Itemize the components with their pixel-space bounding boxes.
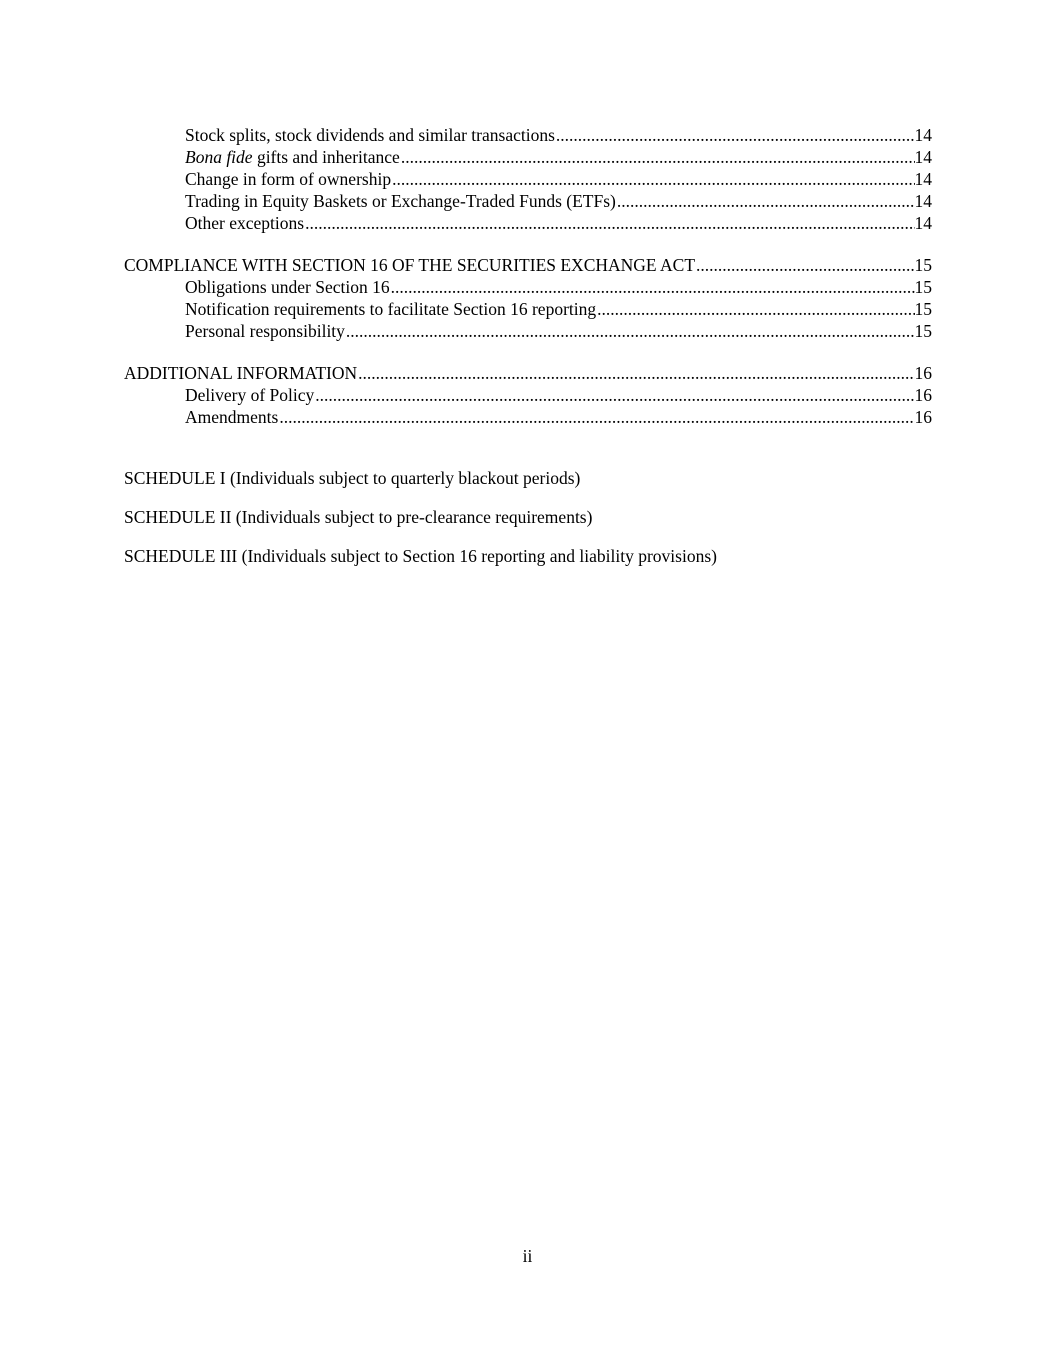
toc-entry-label: Delivery of Policy: [185, 385, 315, 405]
toc-entry-page: 14: [914, 125, 932, 145]
toc-leader-dots: [305, 212, 914, 234]
toc-entry-page: 14: [914, 169, 932, 189]
toc-leader-dots: [391, 276, 915, 298]
toc-heading-additional-information[interactable]: [124, 362, 932, 384]
toc-entry-stock-splits[interactable]: [185, 124, 932, 146]
toc-entry-label: Notification requirements to facilitate Section 16 reporting: [185, 299, 597, 319]
toc-entry-other-exceptions[interactable]: [185, 212, 932, 234]
toc-heading-label: ADDITIONAL INFORMATION: [124, 363, 358, 383]
toc-entry-change-ownership[interactable]: [185, 168, 932, 190]
toc-entry-notification[interactable]: [185, 298, 932, 320]
toc-leader-dots: [392, 168, 914, 190]
toc-leader-dots: [346, 320, 915, 342]
toc-entry-label: Stock splits, stock dividends and similar transactions: [185, 125, 555, 145]
toc-heading-label: COMPLIANCE WITH SECTION 16 OF THE SECURITIES EXCHANGE ACT: [124, 255, 696, 275]
toc-leader-dots: [401, 146, 915, 168]
toc-leader-dots: [696, 254, 914, 276]
toc-entry-label: Obligations under Section 16: [185, 277, 390, 297]
toc-entry-obligations[interactable]: [185, 276, 932, 298]
toc-entry-etfs[interactable]: [185, 190, 932, 212]
schedule-i: SCHEDULE I (Individuals subject to quarterly blackout periods): [124, 468, 581, 488]
toc-heading-page: 15: [914, 255, 932, 275]
toc-entry-page: 14: [914, 147, 932, 167]
toc-leader-dots: [358, 362, 914, 384]
toc-entry-label-wrapper: [185, 146, 401, 168]
toc-entry-label: Other exceptions: [185, 213, 305, 233]
toc-entry-label: Trading in Equity Baskets or Exchange-Traded Funds (ETFs): [185, 191, 616, 211]
toc-entry-amendments[interactable]: [185, 406, 932, 428]
toc-entry-label: Amendments: [185, 407, 279, 427]
toc-entry-page: 14: [914, 213, 932, 233]
toc-entry-label: Change in form of ownership: [185, 169, 392, 189]
toc-entry-page: 15: [914, 277, 932, 297]
toc-heading-section16[interactable]: [124, 254, 932, 276]
toc-entry-page: 16: [914, 385, 932, 405]
toc-entry-label: gifts and inheritance: [252, 147, 400, 167]
toc-leader-dots: [617, 190, 915, 212]
toc-leader-dots: [556, 124, 915, 146]
toc-leader-dots: [279, 406, 914, 428]
toc-entry-delivery-of-policy[interactable]: [185, 384, 932, 406]
toc-entry-page: 14: [914, 191, 932, 211]
toc-entry-page: 15: [914, 321, 932, 341]
schedule-iii: SCHEDULE III (Individuals subject to Section 16 reporting and liability provisions): [124, 546, 717, 566]
toc-entry-label: Personal responsibility: [185, 321, 345, 341]
toc-entry-personal-responsibility[interactable]: [185, 320, 932, 342]
toc-leader-dots: [315, 384, 914, 406]
toc-leader-dots: [597, 298, 914, 320]
page-number: ii: [522, 1246, 533, 1266]
schedule-ii: SCHEDULE II (Individuals subject to pre-clearance requirements): [124, 507, 593, 527]
toc-entry-page: 16: [914, 407, 932, 427]
toc-entry-page: 15: [914, 299, 932, 319]
toc-entry-label-italic: Bona fide: [185, 147, 253, 167]
toc-heading-page: 16: [914, 363, 932, 383]
toc-entry-gifts-inheritance[interactable]: [185, 146, 932, 168]
